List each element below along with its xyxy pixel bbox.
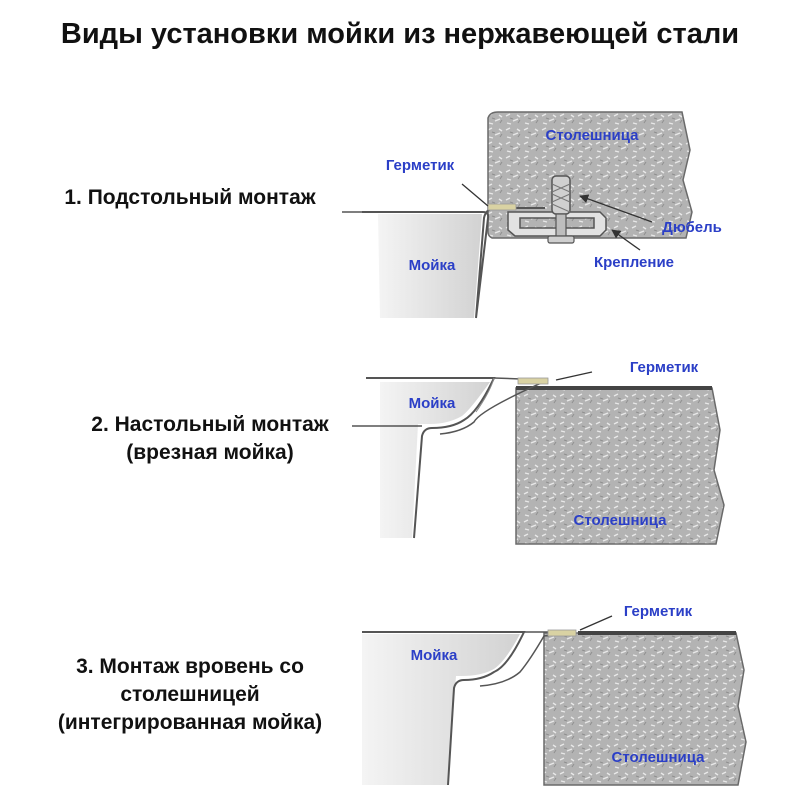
section-topmount [352, 359, 724, 544]
sealant-2 [518, 378, 548, 384]
callout-sink-2: Мойка [408, 395, 456, 412]
label-topmount-line-2: (врезная мойка) [126, 441, 294, 464]
callout-sink-1: Мойка [408, 257, 456, 274]
sealant-3 [548, 630, 576, 636]
label-topmount [60, 411, 360, 467]
label-undermount-line-1: 1. Подстольный монтаж [64, 186, 316, 209]
label-flushmount-line-3: (интегрированная мойка) [57, 711, 323, 734]
callout-sink-3: Мойка [410, 647, 458, 664]
callout-sealant-1: Герметик [385, 157, 455, 174]
callout-countertop-1: Столешница [545, 127, 639, 144]
label-topmount-line-1: 2. Настольный монтаж [91, 413, 329, 436]
label-flushmount [30, 653, 350, 737]
section-flushmount [362, 603, 746, 785]
label-flushmount-line-2: столешницей [120, 683, 260, 706]
section-undermount [342, 112, 722, 318]
callout-sealant-2: Герметик [629, 359, 699, 376]
page-title: Виды установки мойки из нержавеющей стали [60, 18, 740, 50]
callout-fastener: Крепление [593, 254, 675, 271]
label-flushmount-line-1: 3. Монтаж вровень со [76, 655, 304, 678]
callout-dowel: Дюбель [662, 219, 722, 236]
sealant-1 [488, 204, 516, 210]
callout-countertop-2: Столешница [573, 512, 667, 529]
label-undermount [30, 184, 350, 212]
callout-countertop-3: Столешница [611, 749, 705, 766]
callout-sealant-3: Герметик [623, 603, 693, 620]
